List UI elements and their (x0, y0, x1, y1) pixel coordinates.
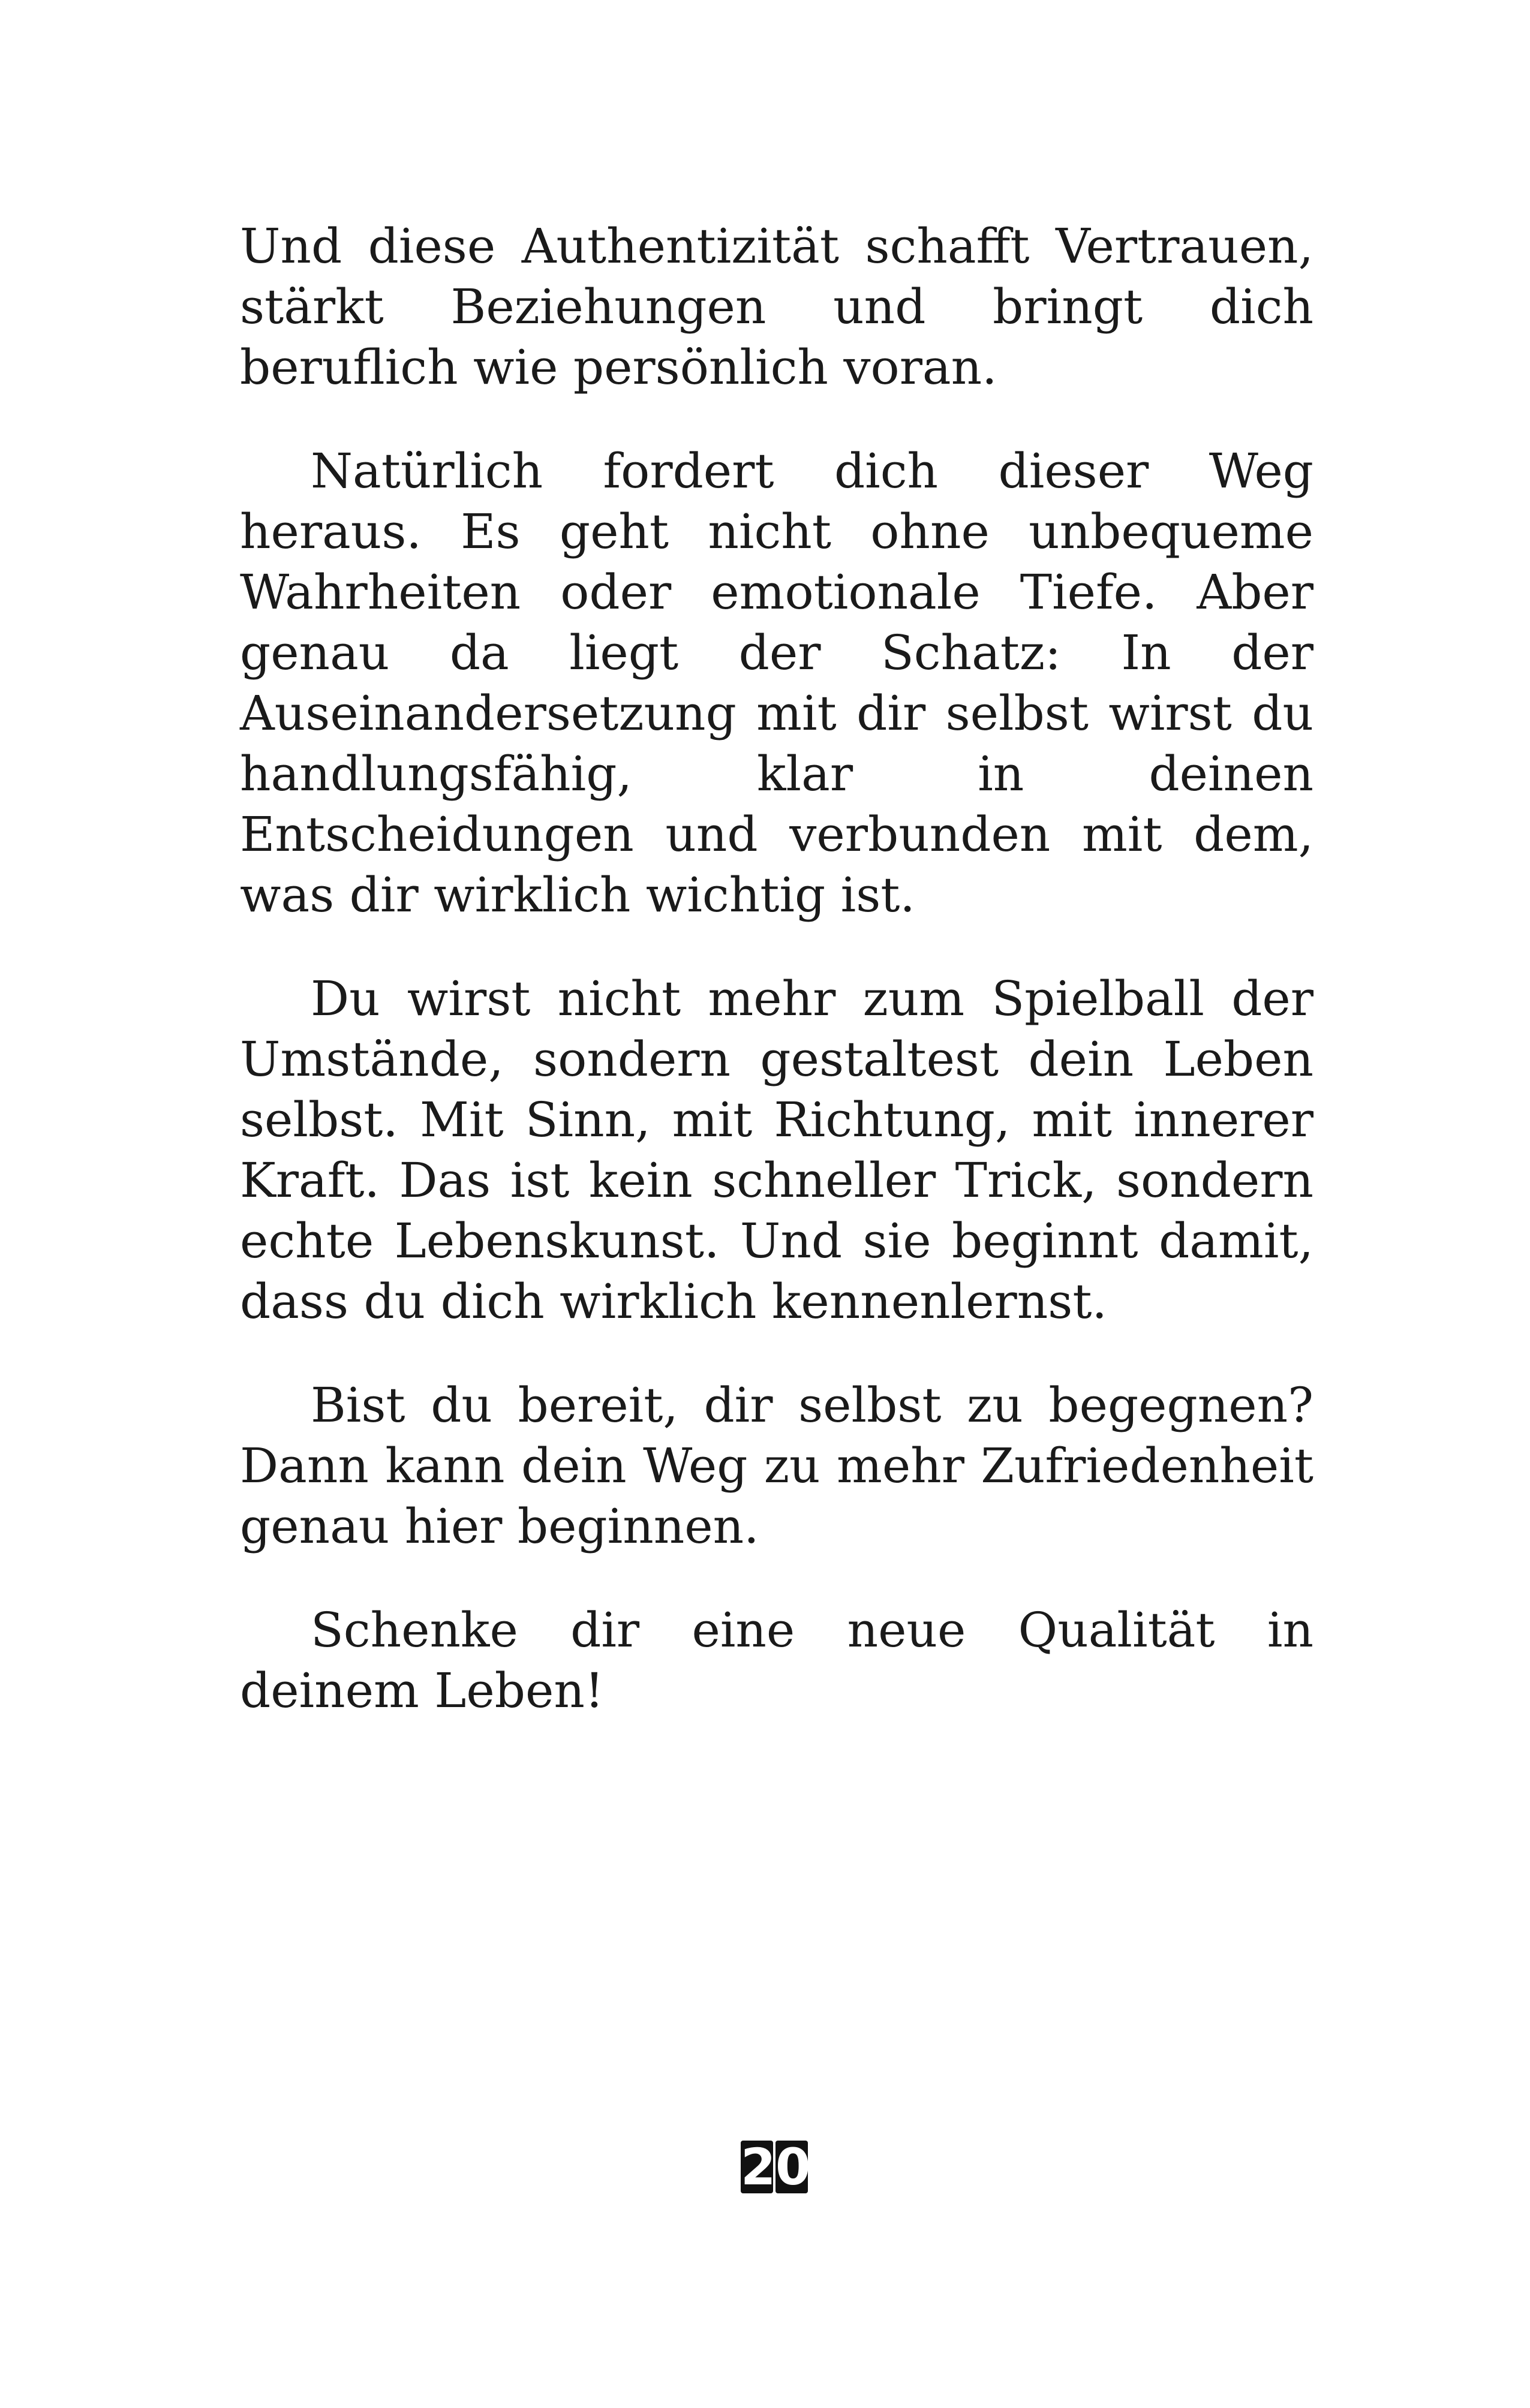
paragraph-3: Du wirst nicht mehr zum Spielball der Umstände, sondern gestaltest dein Leben selbst. Mit Sinn, mit Richtung, mit innerer Kraft. Das ist kein schneller Trick, sondern echte Lebenskunst. Und sie beginnt damit, dass du dich wirklich kennenlernst. (240, 971, 1313, 1329)
paragraph-5: Schenke dir eine neue Qualität in deinem Leben! (240, 1602, 1313, 1718)
body-text (240, 216, 1313, 1764)
paragraph-4: Bist du bereit, dir selbst zu begegnen? Dann kann dein Weg zu mehr Zufriedenheit genau hier beginnen. (240, 1377, 1313, 1554)
page-number-digit: 0 (775, 2138, 811, 2196)
paragraph-2: Natürlich fordert dich dieser Weg heraus. Es geht nicht ohne unbequeme Wahrheiten oder emotionale Tiefe. Aber genau da liegt der Schatz: In der Auseinandersetzung mit dir selbst wirst du handlungsfähig, klar in deinen Entscheidungen und verbunden mit dem, was dir wirklich wichtig ist. (240, 443, 1313, 923)
paragraph-1: Und diese Authentizität schafft Vertrauen, stärkt Beziehungen und bringt dich beruflich wie persönlich voran. (240, 218, 1313, 395)
page-number (741, 2138, 811, 2196)
page-number-digit: 2 (741, 2138, 776, 2196)
